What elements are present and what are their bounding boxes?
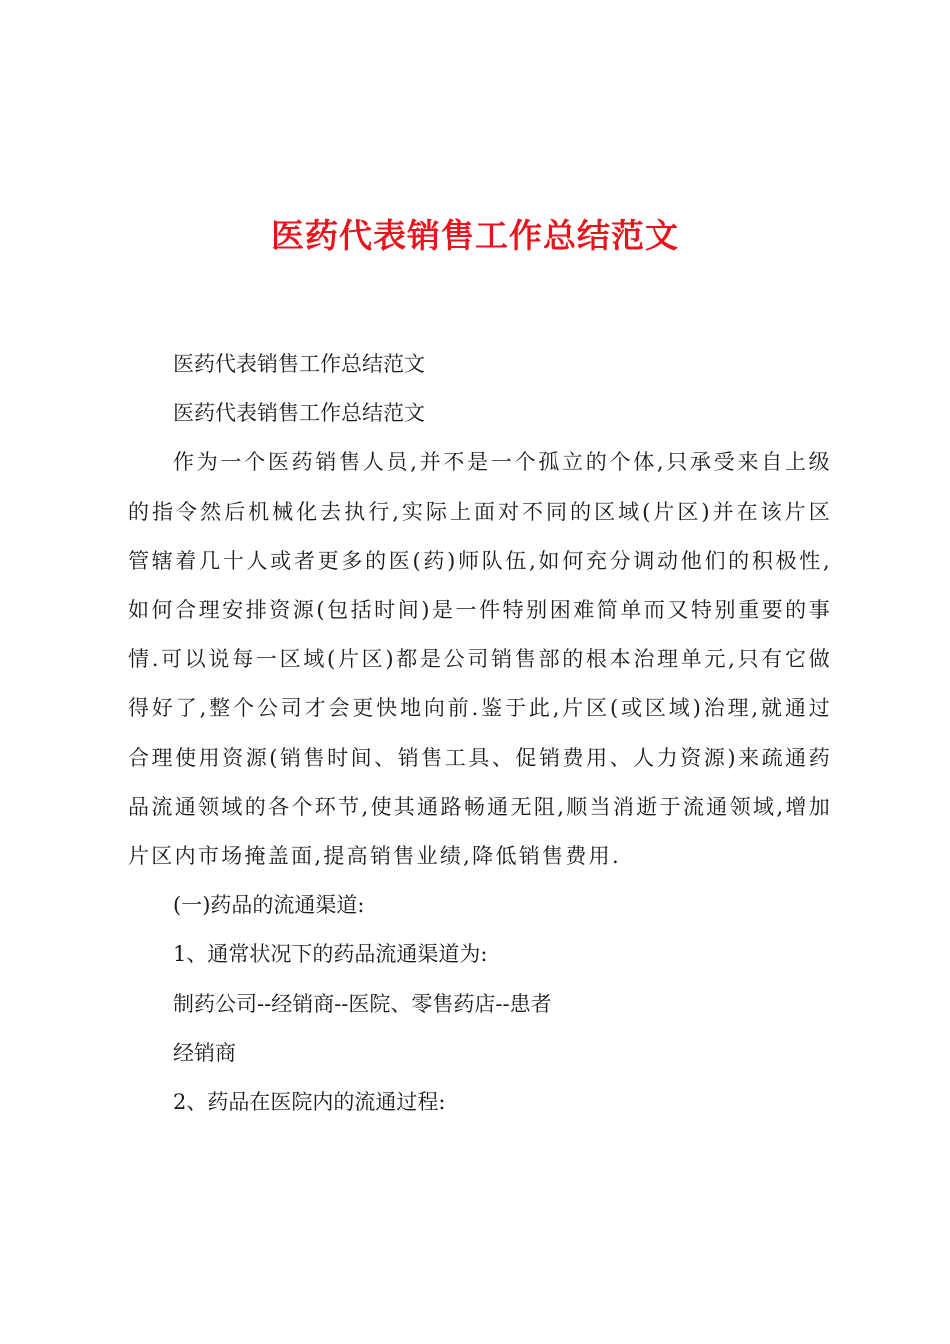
- channel-flow-text: 制药公司--经销商--医院、零售药店--患者: [173, 991, 552, 1016]
- distributor-text: 经销商: [173, 1040, 236, 1065]
- paragraph-subtitle-2: 医药代表销售工作总结范文: [173, 401, 425, 426]
- document-title: 医药代表销售工作总结范文: [271, 216, 679, 255]
- paragraph-subtitle-1: 医药代表销售工作总结范文: [173, 352, 425, 376]
- paragraph-intro: 作为一个医药销售人员,并不是一个孤立的个体,只承受来自上级的指令然后机械化去执行,实际上面对不同的区域(片区)并在该片区管辖着几十人或者更多的医(药)师队伍,如何充分调动他们的积极性,如何合理安排资源(包括时间)是一件特别困难简单而又特别重要的事情.可以说每一区域(片区)都是公司销售部的根本治理单元,只有它做得好了,整个公司才会更快地向前.鉴于此,片区(或区域)治理,就通过合理使用资源(销售时间、销售工具、促销费用、人力资源)来疏通药品流通领域的各个环节,使其通路畅通无阻,顺当消逝于流通领域,增加片区内市场掩盖面,提高销售业绩,降低销售费用.: [128, 450, 832, 869]
- list-item-1: 1、通常状况下的药品流通渠道为:: [173, 942, 488, 967]
- list-item-2: 2、药品在医院内的流通过程:: [173, 1090, 446, 1115]
- document-body: [128, 340, 832, 1127]
- section-heading-distribution-channels: (一)药品的流通渠道:: [173, 893, 365, 918]
